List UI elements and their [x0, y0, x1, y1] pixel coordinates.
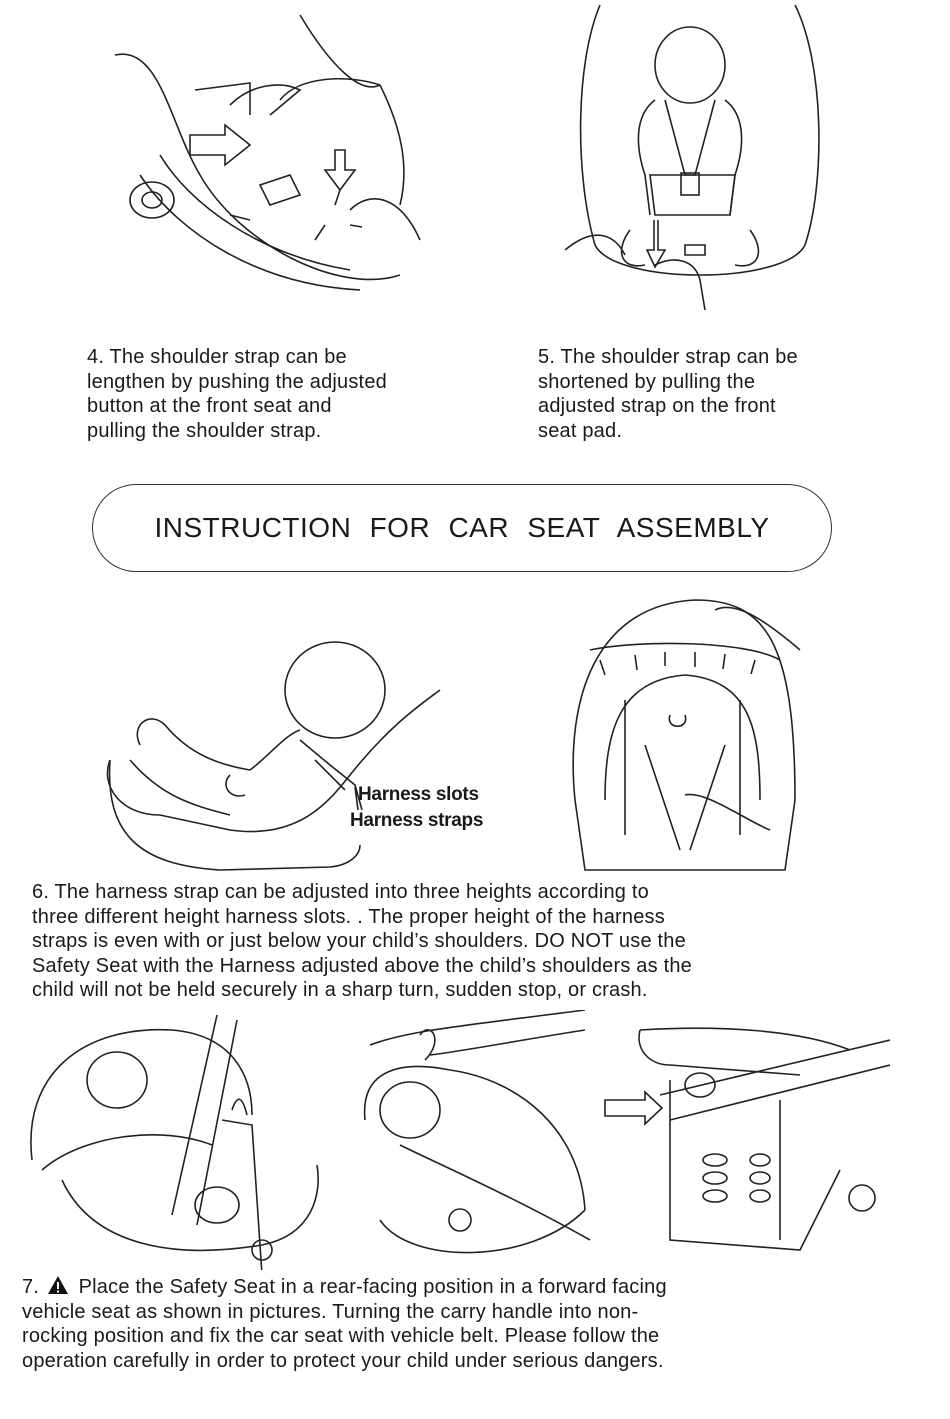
illustration-harness-side-view: [100, 635, 470, 875]
illustration-step7-belt-routing: [22, 1015, 332, 1270]
step5-instruction: 5. The shoulder strap can be shortened by pulling the adjusted strap on the front seat pad.: [538, 346, 798, 442]
illustration-step4-shoulder-strap-lengthen: [100, 5, 430, 305]
banner-title: INSTRUCTION FOR CAR SEAT ASSEMBLY: [154, 512, 770, 543]
step4-instruction: 4. The shoulder strap can be lengthen by pushing the adjusted button at the front seat and pulling the shoulder strap.: [87, 346, 387, 442]
harness-straps-label: Harness straps: [350, 810, 484, 831]
harness-slots-label: Harness slots: [358, 784, 479, 805]
step6-instruction: 6. The harness strap can be adjusted into three heights according to three different height harness slots. . The proper height of the harness straps is even with or just below your child’s shoulders. DO NOT use the Safety Seat with the Harness adjusted above the child’s shoulders as the child will not be held securely in a sharp turn, sudden stop, or crash.: [32, 881, 692, 1001]
illustration-step7-handle-position: [600, 1020, 890, 1260]
warning-triangle-icon: [47, 1275, 69, 1295]
step7-rest: vehicle seat as shown in pictures. Turning the carry handle into non- rocking position and fix the car seat with vehicle belt. Please follow the operation carefully in order to protect your child under serious dangers.: [22, 1300, 664, 1372]
section-banner: [92, 484, 832, 572]
illustration-step7-handle-carry: [350, 1010, 595, 1265]
step7-first-line: [22, 1275, 932, 1300]
illustration-harness-front-view: [565, 590, 805, 875]
step7-first-line-text: Place the Safety Seat in a rear-facing position in a forward facing: [78, 1276, 667, 1298]
step7-number: 7.: [22, 1276, 40, 1298]
step7-instruction: [22, 1275, 932, 1373]
illustration-step5-shoulder-strap-shorten: [555, 5, 840, 310]
